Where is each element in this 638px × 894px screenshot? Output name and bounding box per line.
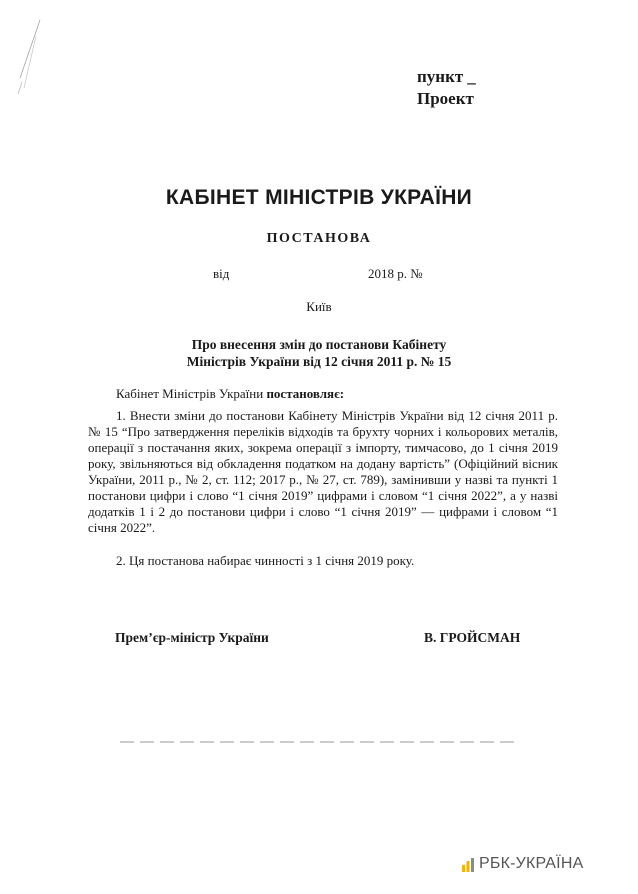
stamp-note [417, 66, 476, 110]
logo-text: РБК-УКРАЇНА [479, 855, 584, 872]
paragraph-1: 1. Внести зміни до постанови Кабінету Міністрів України від 12 січня 2011 р. № 15 “Про затвердження переліків відходів та брухту чорних і кольорових металів, операції з постачання яких, зокрема операції з імпорту, тимчасово, до 1 січня 2019 року, звільняються від обкладення податком на додану вартість” (Офіційний вісник України, 2011 р., № 2, ст. 112; 2017 р., № 27, ст. 789), замінивши у назві та пункті 1 постанови цифри і слово “1 січня 2019” цифрами і словом “1 січня 2022”, а у назві додатків 1 і 2 до постанови цифри і слово “1 січня 2019” — цифрами і словом “1 січня 2022”. [88, 408, 558, 535]
signatory-position: Прем’єр-міністр України [115, 630, 269, 645]
city: Київ [306, 299, 332, 314]
intro-bold: постановляє: [266, 386, 345, 401]
logo-icon [462, 858, 476, 872]
signatory-name: В. ГРОЙСМАН [424, 630, 521, 645]
logo-bar-1 [462, 865, 465, 872]
organization-title: КАБІНЕТ МІНІСТРІВ УКРАЇНИ [165, 186, 473, 209]
intro-text: Кабінет Міністрів України [116, 386, 267, 401]
logo-bar-2 [467, 861, 470, 872]
handwritten-mark: _ [467, 67, 476, 86]
date-prefix: від [213, 266, 230, 281]
intro-paragraph [88, 386, 558, 402]
document-title [0, 336, 638, 370]
logo-bar-3 [471, 858, 474, 872]
scan-artifact-line [120, 741, 520, 743]
title-line-1: Про внесення змін до постанови Кабінету [191, 337, 447, 352]
paragraph-2: 2. Ця постанова набирає чинності з 1 січня 2019 року. [116, 553, 415, 568]
document-type: ПОСТАНОВА [266, 231, 372, 246]
stamp-line-1: пункт [417, 67, 464, 86]
title-line-2: Міністрів України від 12 січня 2011 р. № 15 [186, 354, 452, 369]
stamp-line-2: Проект [417, 89, 474, 108]
date-year-number: 2018 р. № [368, 266, 423, 281]
corner-scribble [14, 18, 44, 98]
